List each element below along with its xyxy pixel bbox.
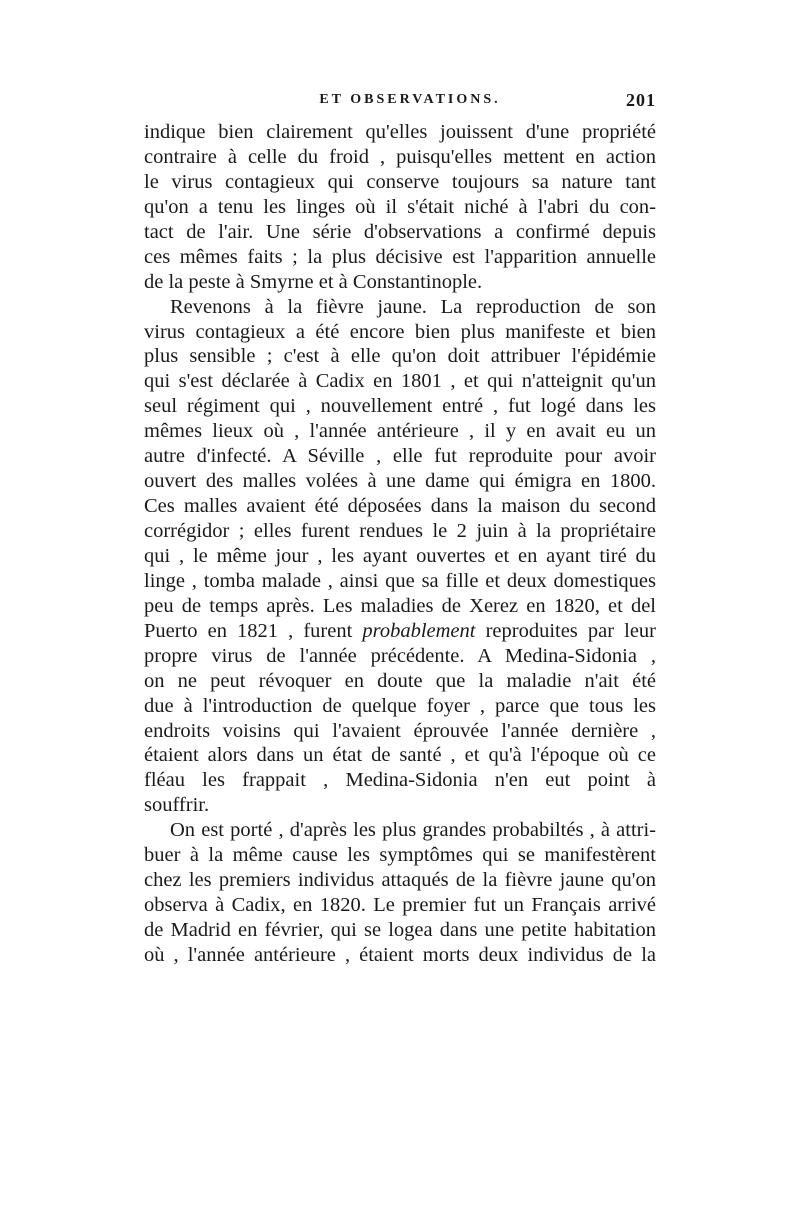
- text-line: souffrir.: [144, 794, 210, 817]
- text-line: peu de temps après. Les maladies de Xerez en 1820, et del: [144, 594, 656, 617]
- emphasized-word: probablement: [362, 619, 476, 642]
- text-line: étaient alors dans un état de santé , et qu'à l'époque où ce: [144, 744, 656, 767]
- text-line: tact de l'air. Une série d'observations a confirmé depuis: [144, 220, 656, 243]
- text-line: seul régiment qui , nouvellement entré , fut logé dans les: [144, 395, 656, 418]
- text-line: buer à la même cause les symptômes qui se manifestèrent: [144, 844, 656, 867]
- text-line: On est porté , d'après les plus grandes probabiltés , à attri-: [170, 819, 656, 842]
- text-line: observa à Cadix, en 1820. Le premier fut un Français arrivé: [144, 894, 656, 917]
- text-line: corrégidor ; elles furent rendues le 2 juin à la propriétaire: [144, 520, 656, 542]
- text-line: plus sensible ; c'est à elle qu'on doit attribuer l'épidémie: [144, 345, 656, 368]
- text-line: fléau les frappait , Medina-Sidonia n'en eut point à: [144, 769, 656, 792]
- page-header: [144, 92, 656, 118]
- text-line: endroits voisins qui l'avaient éprouvée l'année dernière ,: [144, 719, 656, 742]
- text-line: de Madrid en février, qui se logea dans une petite habitation: [144, 919, 656, 941]
- text-line: Revenons à la fièvre jaune. La reproduction de son: [170, 295, 656, 318]
- text-line: ouvert des malles volées à une dame qui émigra en 1800.: [144, 470, 656, 493]
- text-line: propre virus de l'année précédente. A Medina-Sidonia ,: [144, 644, 656, 667]
- text-line: mêmes lieux où , l'année antérieure , il y en avait eu un: [144, 420, 656, 443]
- page-number: 201: [626, 90, 656, 110]
- running-title: ET OBSERVATIONS.: [319, 92, 501, 107]
- text-line: linge , tomba malade , ainsi que sa fille et deux domestiques: [144, 569, 656, 592]
- text-line: [144, 619, 656, 644]
- text-line: autre d'infecté. A Séville , elle fut reproduite pour avoir: [144, 445, 656, 468]
- text-line: virus contagieux a été encore bien plus manifeste et bien: [144, 320, 656, 343]
- text-line: on ne peut révoquer en doute que la maladie n'ait été: [144, 669, 656, 692]
- text-line: où , l'année antérieure , étaient morts deux individus de la: [144, 943, 656, 966]
- text-segment: reproduites par leur: [475, 619, 656, 642]
- text-line: contraire à celle du froid , puisqu'elles mettent en action: [144, 145, 656, 168]
- book-page: [144, 92, 656, 968]
- text-line: qui s'est déclarée à Cadix en 1801 , et qui n'atteignit qu'un: [144, 370, 656, 393]
- text-segment: Puerto en 1821 , furent: [144, 619, 363, 642]
- text-line: due à l'introduction de quelque foyer , parce que tous les: [144, 694, 656, 717]
- text-line: qui , le même jour , les ayant ouvertes et en ayant tiré du: [144, 544, 656, 567]
- text-line: qu'on a tenu les linges où il s'était niché à l'abri du con-: [144, 195, 656, 218]
- text-line: chez les premiers individus attaqués de la fièvre jaune qu'on: [144, 869, 656, 892]
- text-line: de la peste à Smyrne et à Constantinople.: [144, 270, 483, 293]
- text-line: indique bien clairement qu'elles jouissent d'une propriété: [144, 121, 656, 143]
- text-line: Ces malles avaient été déposées dans la maison du second: [144, 495, 656, 518]
- text-line: le virus contagieux qui conserve toujours sa nature tant: [144, 170, 656, 193]
- body-text: [144, 120, 656, 968]
- text-line: ces mêmes faits ; la plus décisive est l'apparition annuelle: [144, 245, 656, 268]
